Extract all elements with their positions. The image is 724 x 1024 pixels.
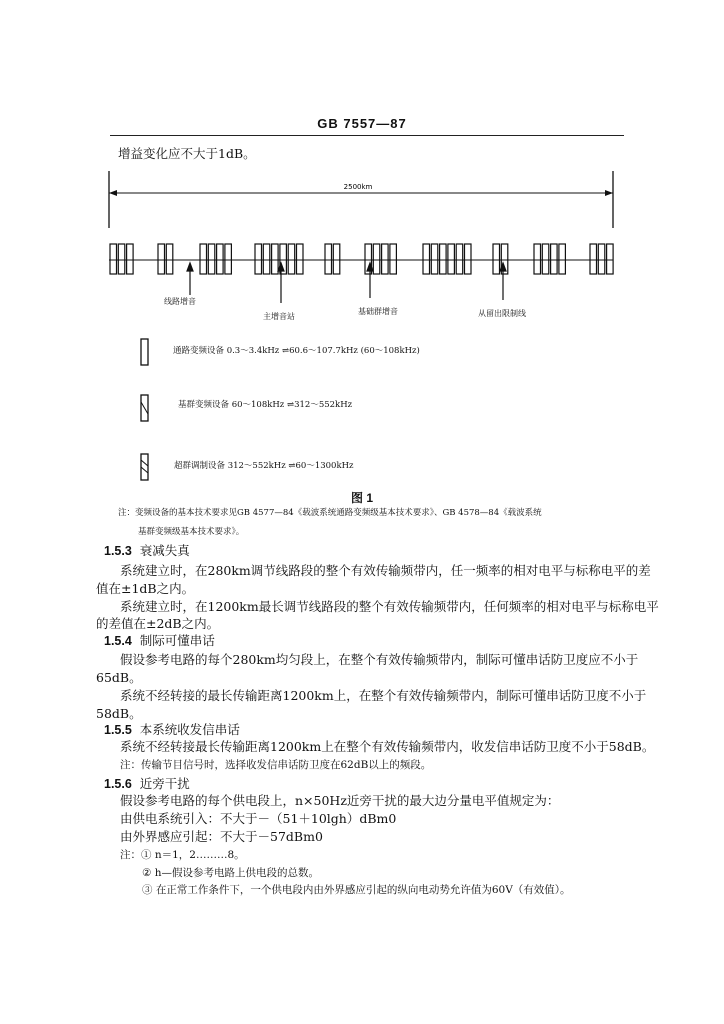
section-title: 本系统收发信串话 (139, 722, 240, 737)
distance-label: 2500km (343, 183, 373, 191)
repeater-box (118, 244, 125, 274)
s156-p1: 假设参考电路的每个供电段上，n×50Hz近旁干扰的最大边分量电平值规定为： (120, 793, 560, 808)
figure-note-line2: 基群变频级基本技术要求》。 (138, 527, 245, 537)
repeater-box (225, 244, 232, 274)
repeater-box (158, 244, 165, 274)
legend-symbol-group (138, 393, 152, 423)
repeater-box (607, 244, 614, 274)
s156-p2: 由供电系统引入：不大于－（51＋10lgh）dBm0 (120, 811, 397, 826)
repeater-box (431, 244, 438, 274)
header-rule (110, 135, 624, 136)
repeater-box (263, 244, 270, 274)
s155-note: 注：传输节目信号时，选择收发信串话防卫度在62dB以上的频段。 (120, 759, 432, 771)
s153-p1-line2: 值在±1dB之内。 (96, 581, 195, 596)
repeater-box (598, 244, 605, 274)
repeater-box (493, 244, 500, 274)
repeater-box (542, 244, 549, 274)
label-branch-group: 从留出限制线 (478, 309, 526, 318)
legend-supergroup-text: 超群调制设备 312～552kHz ⇌60～1300kHz (174, 461, 354, 471)
repeater-box (534, 244, 541, 274)
arrow-main-repeater-head (278, 263, 284, 271)
figure-note-line1: 注：变频设备的基本技术要求见GB 4577—84《载波系统通路变频级基本技术要求》、GB 4578—84《载波系统 (118, 508, 542, 518)
s155-p1: 系统不经转接最长传输距离1200km上在整个有效传输频带内，收发信串话防卫度不小于58dB。 (120, 739, 655, 754)
s153-p1-line1: 系统建立时，在280km调节线路段的整个有效传输频带内，任一频率的相对电平与标称电平的差 (120, 563, 651, 578)
repeater-box (456, 244, 463, 274)
s154-p1-line2: 65dB。 (96, 670, 142, 685)
figure-caption: 图 1 (350, 491, 373, 505)
standard-number: GB 7557—87 (317, 116, 407, 131)
repeater-box (590, 244, 597, 274)
repeater-box (127, 244, 134, 274)
section-title: 衰减失真 (139, 543, 190, 558)
label-main-repeater: 主增音站 (263, 312, 295, 321)
legend-group-text: 基群变频设备 60～108kHz ⇌312～552kHz (178, 400, 353, 410)
section-number: 1.5.6 (104, 777, 132, 791)
repeater-box (423, 244, 430, 274)
repeater-box (208, 244, 215, 274)
s156-note2: ② h—假设参考电路上供电段的总数。 (142, 867, 320, 879)
repeater-box (217, 244, 224, 274)
dimension-arrow-right (605, 190, 613, 196)
repeater-box (288, 244, 295, 274)
s156-note1: 注：① n＝1，2………8。 (120, 849, 245, 861)
label-base-group: 基础群增音 (358, 307, 398, 316)
s156-note3: ③ 在正常工作条件下，一个供电段内由外界感应引起的纵向电动势允许值为60V（有效值）。 (142, 884, 571, 896)
legend-symbol-channel (138, 337, 152, 367)
s154-p2-line2: 58dB。 (96, 706, 142, 721)
repeater-box (297, 244, 304, 274)
repeater-box (325, 244, 332, 274)
section-heading-1-5-5 (104, 722, 240, 738)
section-heading-1-5-6 (104, 776, 190, 792)
legend-channel-text: 通路变频设备 0.3～3.4kHz ⇌60.6～107.7kHz (60～108kHz) (173, 346, 420, 356)
repeater-box (390, 244, 397, 274)
s153-p2-line2: 的差值在±2dB之内。 (96, 616, 220, 631)
figure-1-diagram (100, 168, 630, 328)
repeater-box (200, 244, 207, 274)
section-heading-1-5-3 (104, 543, 190, 559)
s156-p3: 由外界感应引起：不大于－57dBm0 (120, 829, 323, 844)
arrow-line-repeater-head (187, 263, 193, 271)
section-number: 1.5.4 (104, 634, 132, 648)
section-title: 制际可懂串话 (139, 633, 215, 648)
repeater-box (373, 244, 380, 274)
repeater-box (382, 244, 389, 274)
s154-p2-line1: 系统不经转接的最长传输距离1200km上，在整个有效传输频带内，制际可懂串话防卫度不小于 (120, 688, 647, 703)
dimension-arrow-left (109, 190, 117, 196)
repeater-box (110, 244, 117, 274)
section-title: 近旁干扰 (139, 776, 190, 791)
s154-p1-line1: 假设参考电路的每个280km均匀段上，在整个有效传输频带内，制际可懂串话防卫度应不小于 (120, 652, 639, 667)
arrow-base-group-head (367, 263, 373, 271)
legend-symbol-supergroup (138, 452, 152, 482)
repeater-box (551, 244, 558, 274)
repeater-box (448, 244, 455, 274)
repeater-box (333, 244, 340, 274)
intro-line: 增益变化应不大于1dB。 (118, 146, 256, 161)
repeater-box (440, 244, 447, 274)
repeater-box (272, 244, 279, 274)
section-number: 1.5.5 (104, 723, 132, 737)
repeater-box (166, 244, 173, 274)
repeater-box (559, 244, 566, 274)
section-number: 1.5.3 (104, 544, 132, 558)
label-line-repeater: 线路增音 (164, 297, 196, 306)
s153-p2-line1: 系统建立时，在1200km最长调节线路段的整个有效传输频带内，任何频率的相对电平与标称电平 (120, 599, 659, 614)
repeater-box (255, 244, 262, 274)
repeater-box (465, 244, 472, 274)
section-heading-1-5-4 (104, 633, 215, 649)
